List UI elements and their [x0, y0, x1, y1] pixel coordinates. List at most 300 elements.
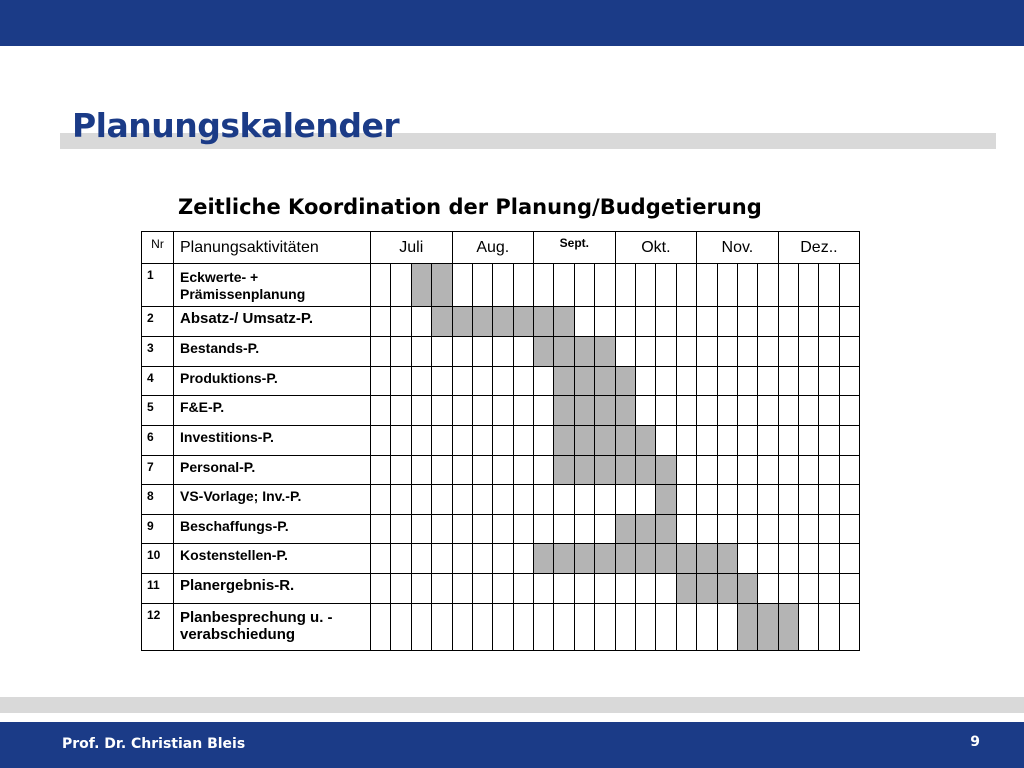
week-cell [595, 485, 615, 515]
week-cell [371, 574, 391, 604]
header-month: Nov. [697, 232, 779, 264]
week-cell [819, 307, 839, 337]
header-bar [0, 0, 1024, 46]
week-cell [778, 544, 798, 574]
table-row [142, 603, 860, 650]
table-row [142, 264, 860, 307]
week-cell [758, 396, 778, 426]
week-cell [452, 485, 472, 515]
week-cell [758, 366, 778, 396]
row-number: 6 [142, 425, 174, 455]
week-cell [371, 425, 391, 455]
week-cell-filled [676, 574, 696, 604]
week-cell [697, 485, 717, 515]
week-cell [819, 544, 839, 574]
week-cell [799, 603, 819, 650]
week-cell [799, 396, 819, 426]
week-cell [819, 264, 839, 307]
week-cell-filled [554, 425, 574, 455]
week-cell [635, 366, 655, 396]
row-activity: Absatz-/ Umsatz-P. [174, 307, 371, 337]
week-cell [472, 574, 492, 604]
week-cell-filled [595, 544, 615, 574]
row-number: 5 [142, 396, 174, 426]
week-cell [737, 336, 757, 366]
week-cell [432, 396, 452, 426]
week-cell-filled [432, 307, 452, 337]
week-cell [799, 366, 819, 396]
week-cell [717, 366, 737, 396]
week-cell [371, 544, 391, 574]
week-cell [656, 264, 676, 307]
week-cell-filled [472, 307, 492, 337]
row-activity: Planergebnis-R. [174, 574, 371, 604]
header-month: Dez.. [778, 232, 860, 264]
week-cell [737, 366, 757, 396]
table-row [142, 307, 860, 337]
week-cell [411, 307, 431, 337]
week-cell-filled [554, 544, 574, 574]
week-cell [534, 455, 554, 485]
week-cell [676, 396, 696, 426]
week-cell-filled [676, 544, 696, 574]
week-cell [411, 396, 431, 426]
week-cell-filled [656, 544, 676, 574]
week-cell [452, 396, 472, 426]
week-cell [778, 425, 798, 455]
week-cell-filled [615, 425, 635, 455]
week-cell [432, 544, 452, 574]
week-cell [534, 396, 554, 426]
row-activity: F&E-P. [174, 396, 371, 426]
week-cell [839, 514, 859, 544]
table-row [142, 574, 860, 604]
week-cell [697, 366, 717, 396]
week-cell [799, 264, 819, 307]
week-cell [513, 514, 533, 544]
week-cell [676, 514, 696, 544]
week-cell [411, 514, 431, 544]
week-cell [513, 366, 533, 396]
week-cell [493, 264, 513, 307]
row-activity: Planbesprechung u. -verabschiedung [174, 603, 371, 650]
week-cell-filled [717, 574, 737, 604]
week-cell-filled [554, 336, 574, 366]
table-row [142, 336, 860, 366]
week-cell [391, 366, 411, 396]
week-cell [717, 455, 737, 485]
row-number: 12 [142, 603, 174, 650]
week-cell [391, 425, 411, 455]
week-cell [697, 425, 717, 455]
week-cell [493, 366, 513, 396]
week-cell [493, 574, 513, 604]
week-cell [615, 264, 635, 307]
week-cell [574, 485, 594, 515]
week-cell [595, 574, 615, 604]
footer-rule [0, 697, 1024, 713]
page-number: 9 [970, 734, 980, 750]
week-cell [615, 336, 635, 366]
footer-author: Prof. Dr. Christian Bleis [62, 736, 246, 752]
week-cell [697, 396, 717, 426]
week-cell [391, 514, 411, 544]
row-number: 4 [142, 366, 174, 396]
week-cell [452, 455, 472, 485]
week-cell [717, 396, 737, 426]
week-cell [411, 336, 431, 366]
week-cell [839, 485, 859, 515]
week-cell [799, 455, 819, 485]
week-cell [799, 485, 819, 515]
row-number: 2 [142, 307, 174, 337]
week-cell-filled [656, 514, 676, 544]
week-cell-filled [635, 544, 655, 574]
week-cell [819, 574, 839, 604]
week-cell [432, 336, 452, 366]
week-cell [472, 366, 492, 396]
week-cell [472, 485, 492, 515]
week-cell [839, 603, 859, 650]
week-cell [635, 574, 655, 604]
row-number: 1 [142, 264, 174, 307]
week-cell-filled [534, 336, 554, 366]
week-cell [839, 307, 859, 337]
week-cell [839, 396, 859, 426]
week-cell [371, 264, 391, 307]
week-cell-filled [554, 366, 574, 396]
week-cell [493, 514, 513, 544]
week-cell [737, 425, 757, 455]
week-cell [595, 514, 615, 544]
week-cell [432, 455, 452, 485]
week-cell [452, 574, 472, 604]
week-cell-filled [595, 336, 615, 366]
week-cell [493, 425, 513, 455]
week-cell [717, 264, 737, 307]
week-cell-filled [554, 307, 574, 337]
week-cell [411, 485, 431, 515]
week-cell [371, 307, 391, 337]
week-cell [799, 425, 819, 455]
week-cell [819, 396, 839, 426]
week-cell [411, 425, 431, 455]
row-activity: VS-Vorlage; Inv.-P. [174, 485, 371, 515]
week-cell [452, 544, 472, 574]
row-activity: Produktions-P. [174, 366, 371, 396]
week-cell [534, 425, 554, 455]
week-cell [799, 514, 819, 544]
week-cell [717, 514, 737, 544]
week-cell-filled [615, 544, 635, 574]
week-cell [758, 574, 778, 604]
week-cell [452, 514, 472, 544]
week-cell [391, 307, 411, 337]
week-cell [472, 603, 492, 650]
week-cell-filled [656, 455, 676, 485]
week-cell [615, 574, 635, 604]
week-cell [371, 366, 391, 396]
week-cell [758, 336, 778, 366]
week-cell [717, 307, 737, 337]
week-cell-filled [574, 544, 594, 574]
week-cell [493, 455, 513, 485]
week-cell [432, 366, 452, 396]
week-cell [411, 544, 431, 574]
week-cell [676, 485, 696, 515]
week-cell-filled [615, 514, 635, 544]
week-cell [432, 514, 452, 544]
week-cell [819, 485, 839, 515]
week-cell-filled [778, 603, 798, 650]
header-month: Aug. [452, 232, 534, 264]
week-cell-filled [595, 396, 615, 426]
header-activities: Planungsaktivitäten [174, 232, 371, 264]
week-cell [411, 574, 431, 604]
week-cell [574, 603, 594, 650]
week-cell [697, 264, 717, 307]
week-cell-filled [574, 366, 594, 396]
week-cell [737, 264, 757, 307]
week-cell-filled [635, 425, 655, 455]
week-cell [778, 264, 798, 307]
week-cell [819, 514, 839, 544]
week-cell-filled [432, 264, 452, 307]
row-activity: Bestands-P. [174, 336, 371, 366]
table-row [142, 396, 860, 426]
week-cell-filled [534, 307, 554, 337]
week-cell [697, 514, 717, 544]
week-cell [839, 455, 859, 485]
week-cell-filled [595, 455, 615, 485]
week-cell [391, 396, 411, 426]
week-cell [432, 485, 452, 515]
week-cell [371, 396, 391, 426]
row-number: 9 [142, 514, 174, 544]
week-cell [676, 366, 696, 396]
table-row [142, 366, 860, 396]
week-cell-filled [574, 425, 594, 455]
week-cell [371, 514, 391, 544]
week-cell [534, 514, 554, 544]
week-cell [472, 396, 492, 426]
week-cell [513, 574, 533, 604]
week-cell [635, 307, 655, 337]
week-cell [595, 264, 615, 307]
week-cell [472, 544, 492, 574]
week-cell-filled [635, 455, 655, 485]
week-cell [635, 485, 655, 515]
week-cell-filled [595, 366, 615, 396]
week-cell [432, 425, 452, 455]
week-cell [778, 307, 798, 337]
week-cell-filled [574, 396, 594, 426]
week-cell [819, 455, 839, 485]
week-cell [656, 425, 676, 455]
table-row [142, 544, 860, 574]
week-cell [737, 396, 757, 426]
week-cell [554, 603, 574, 650]
week-cell [819, 336, 839, 366]
week-cell [799, 574, 819, 604]
week-cell [554, 514, 574, 544]
week-cell [554, 264, 574, 307]
week-cell [656, 307, 676, 337]
week-cell [758, 455, 778, 485]
week-cell [513, 425, 533, 455]
week-cell [778, 485, 798, 515]
week-cell [676, 307, 696, 337]
row-number: 3 [142, 336, 174, 366]
week-cell [758, 544, 778, 574]
week-cell [758, 485, 778, 515]
week-cell-filled [534, 544, 554, 574]
week-cell [676, 455, 696, 485]
week-cell-filled [452, 307, 472, 337]
week-cell [737, 544, 757, 574]
week-cell [737, 455, 757, 485]
week-cell [534, 485, 554, 515]
week-cell [635, 336, 655, 366]
week-cell [513, 336, 533, 366]
week-cell-filled [554, 455, 574, 485]
table-row [142, 485, 860, 515]
week-cell-filled [697, 544, 717, 574]
slide-title: Planungskalender [72, 106, 400, 145]
week-cell [574, 514, 594, 544]
week-cell [391, 485, 411, 515]
week-cell [452, 425, 472, 455]
week-cell-filled [737, 574, 757, 604]
week-cell [839, 336, 859, 366]
week-cell [676, 603, 696, 650]
week-cell [778, 336, 798, 366]
week-cell-filled [554, 396, 574, 426]
week-cell-filled [697, 574, 717, 604]
week-cell [513, 544, 533, 574]
week-cell [554, 485, 574, 515]
week-cell [452, 366, 472, 396]
week-cell [411, 366, 431, 396]
week-cell [737, 485, 757, 515]
week-cell-filled [595, 425, 615, 455]
week-cell [697, 603, 717, 650]
row-number: 11 [142, 574, 174, 604]
week-cell [513, 485, 533, 515]
week-cell [778, 396, 798, 426]
week-cell [839, 264, 859, 307]
week-cell [758, 514, 778, 544]
week-cell [452, 336, 472, 366]
week-cell [635, 603, 655, 650]
week-cell [493, 544, 513, 574]
week-cell [472, 455, 492, 485]
week-cell [493, 336, 513, 366]
week-cell [758, 307, 778, 337]
week-cell [635, 396, 655, 426]
week-cell-filled [717, 544, 737, 574]
week-cell [472, 514, 492, 544]
week-cell [574, 307, 594, 337]
week-cell [656, 574, 676, 604]
week-cell-filled [513, 307, 533, 337]
week-cell [391, 603, 411, 650]
week-cell [493, 603, 513, 650]
week-cell [411, 603, 431, 650]
week-cell [534, 603, 554, 650]
week-cell [452, 264, 472, 307]
week-cell-filled [615, 366, 635, 396]
week-cell [697, 336, 717, 366]
week-cell [839, 544, 859, 574]
week-cell [778, 514, 798, 544]
week-cell [452, 603, 472, 650]
header-nr: Nr [142, 232, 174, 264]
week-cell [737, 307, 757, 337]
week-cell [676, 264, 696, 307]
week-cell [635, 264, 655, 307]
week-cell [391, 336, 411, 366]
week-cell [839, 425, 859, 455]
week-cell-filled [737, 603, 757, 650]
week-cell [391, 264, 411, 307]
week-cell [656, 603, 676, 650]
week-cell [513, 264, 533, 307]
week-cell [371, 485, 391, 515]
week-cell-filled [635, 514, 655, 544]
week-cell-filled [758, 603, 778, 650]
week-cell [799, 336, 819, 366]
week-cell [697, 307, 717, 337]
row-activity: Eckwerte- + Prämissenplanung [174, 264, 371, 307]
week-cell [574, 264, 594, 307]
week-cell [391, 574, 411, 604]
slide-subtitle: Zeitliche Koordination der Planung/Budgetierung [178, 195, 762, 219]
row-activity: Kostenstellen-P. [174, 544, 371, 574]
week-cell [839, 366, 859, 396]
week-cell [391, 455, 411, 485]
week-cell [758, 264, 778, 307]
table-row [142, 425, 860, 455]
row-activity: Investitions-P. [174, 425, 371, 455]
week-cell [371, 336, 391, 366]
week-cell [534, 366, 554, 396]
week-cell [493, 485, 513, 515]
week-cell [615, 485, 635, 515]
week-cell [819, 425, 839, 455]
week-cell [819, 366, 839, 396]
header-month: Okt. [615, 232, 697, 264]
row-activity: Personal-P. [174, 455, 371, 485]
week-cell [778, 366, 798, 396]
week-cell [656, 396, 676, 426]
week-cell [778, 574, 798, 604]
week-cell [432, 603, 452, 650]
week-cell [371, 603, 391, 650]
table-header-row [142, 232, 860, 264]
week-cell [697, 455, 717, 485]
week-cell [717, 425, 737, 455]
table-row [142, 514, 860, 544]
week-cell [615, 603, 635, 650]
week-cell [615, 307, 635, 337]
week-cell [656, 366, 676, 396]
row-activity: Beschaffungs-P. [174, 514, 371, 544]
week-cell [411, 455, 431, 485]
week-cell-filled [574, 455, 594, 485]
row-number: 8 [142, 485, 174, 515]
week-cell [676, 336, 696, 366]
